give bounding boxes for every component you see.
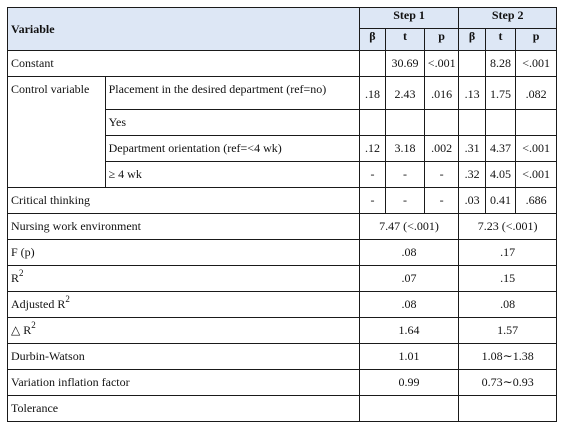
cell (459, 110, 485, 136)
table-row-critical-thinking (8, 188, 557, 214)
cell: <.001 (516, 136, 557, 162)
cell: 7.47 (<.001) (359, 214, 459, 240)
cell (386, 110, 425, 136)
row-label-durbin-watson: Durbin-Watson (8, 344, 360, 370)
cell: <.001 (516, 162, 557, 188)
cell: .17 (459, 240, 557, 266)
cell: 8.28 (485, 51, 516, 77)
cell (459, 396, 557, 422)
cell: 0.73∼0.93 (459, 370, 557, 396)
cell: .15 (459, 266, 557, 292)
cell: 1.64 (359, 318, 459, 344)
cell (359, 396, 459, 422)
cell: 0.41 (485, 188, 516, 214)
row-label-adjusted-r2: Adjusted $R^2$ (8, 292, 360, 318)
cell (424, 110, 459, 136)
table-row-adjusted-r2 (8, 292, 557, 318)
table-row-delta-r2 (8, 318, 557, 344)
cell: .32 (459, 162, 485, 188)
row-label-f-p: F (p) (8, 240, 360, 266)
cell: .08 (359, 292, 459, 318)
row-label-vif: Variation inflation factor (8, 370, 360, 396)
cell: 2.43 (386, 77, 425, 110)
header-p-step2: p (516, 29, 557, 51)
header-p-step1: p (424, 29, 459, 51)
cell: .13 (459, 77, 485, 110)
cell: 4.05 (485, 162, 516, 188)
cell: - (359, 162, 385, 188)
cell: .08 (459, 292, 557, 318)
header-t-step1: t (386, 29, 425, 51)
cell: - (424, 188, 459, 214)
row-label-orientation: Department orientation (ref=<4 wk) (105, 136, 359, 162)
table-row-placement (8, 77, 557, 110)
table-row-durbin-watson (8, 344, 557, 370)
table-row-constant (8, 51, 557, 77)
row-label-r2: $R^2$ (8, 266, 360, 292)
header-variable: Variable (8, 8, 360, 51)
cell: .016 (424, 77, 459, 110)
row-label-constant: Constant (8, 51, 360, 77)
cell: 1.57 (459, 318, 557, 344)
cell (359, 110, 385, 136)
row-label-tolerance: Tolerance (8, 396, 360, 422)
cell: - (386, 188, 425, 214)
cell: .08 (359, 240, 459, 266)
cell: 1.08∼1.38 (459, 344, 557, 370)
cell: 3.18 (386, 136, 425, 162)
cell: - (386, 162, 425, 188)
cell: .07 (359, 266, 459, 292)
table-row-nursing-work-environment (8, 214, 557, 240)
cell: .686 (516, 188, 557, 214)
cell: 30.69 (386, 51, 425, 77)
header-beta-step2: β (459, 29, 485, 51)
table-row-f-p (8, 240, 557, 266)
header-step2: Step 2 (459, 8, 557, 29)
cell (485, 110, 516, 136)
row-label-yes: Yes (105, 110, 359, 136)
cell: .03 (459, 188, 485, 214)
cell: - (359, 188, 385, 214)
cell: .31 (459, 136, 485, 162)
cell (516, 110, 557, 136)
cell: <.001 (424, 51, 459, 77)
cell: 4.37 (485, 136, 516, 162)
cell: .002 (424, 136, 459, 162)
cell (359, 51, 385, 77)
regression-table (7, 7, 557, 422)
row-label-placement: Placement in the desired department (ref=no) (105, 77, 359, 110)
cell: <.001 (516, 51, 557, 77)
cell: 1.75 (485, 77, 516, 110)
header-beta-step1: β (359, 29, 385, 51)
row-label-nursing: Nursing work environment (8, 214, 360, 240)
cell: .12 (359, 136, 385, 162)
header-step1: Step 1 (359, 8, 459, 29)
cell: - (424, 162, 459, 188)
cell (459, 51, 485, 77)
row-label-critical-thinking: Critical thinking (8, 188, 360, 214)
row-label-delta-r2: △ $R^2$ (8, 318, 360, 344)
cell: .18 (359, 77, 385, 110)
cell: 0.99 (359, 370, 459, 396)
cell: .082 (516, 77, 557, 110)
row-label-ge4wk: ≥ 4 wk (105, 162, 359, 188)
cell: 7.23 (<.001) (459, 214, 557, 240)
header-t-step2: t (485, 29, 516, 51)
row-label-control-variable: Control variable (8, 77, 106, 188)
table-row-r2 (8, 266, 557, 292)
cell: 1.01 (359, 344, 459, 370)
table-row-tolerance (8, 396, 557, 422)
table-row-vif (8, 370, 557, 396)
header-row-steps (8, 8, 557, 29)
